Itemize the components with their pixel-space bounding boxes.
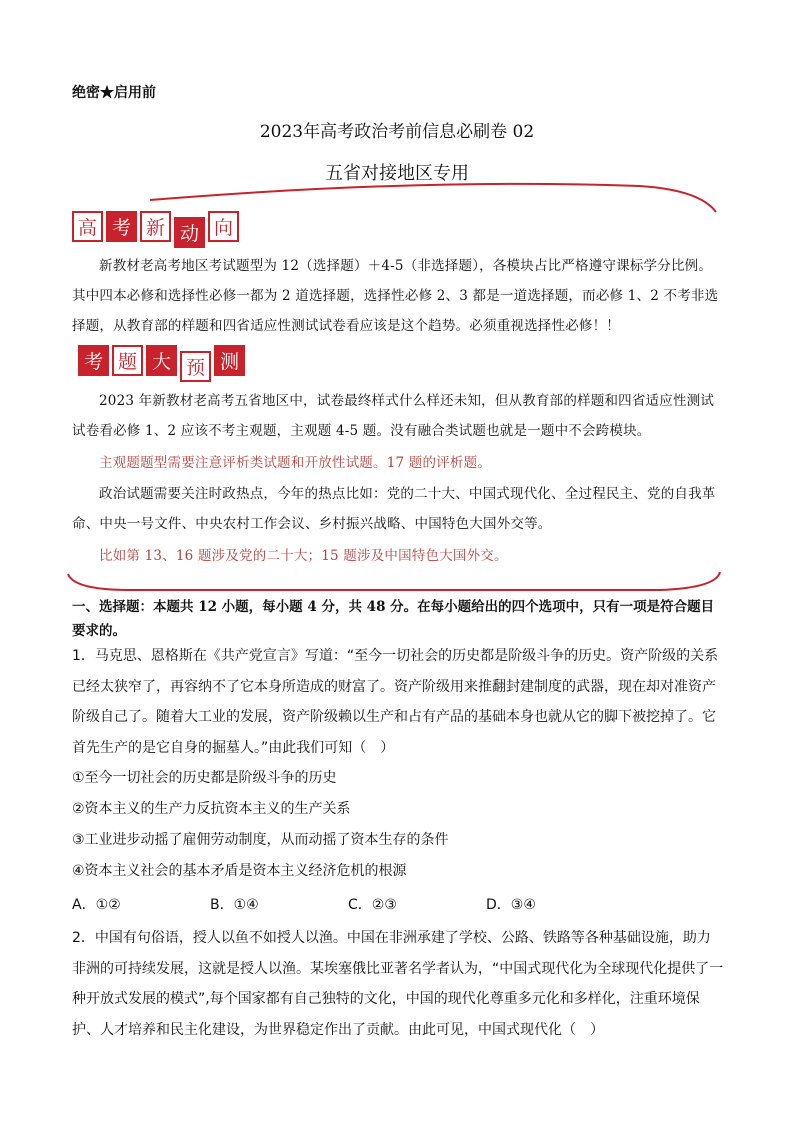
badge-char: 向 [208,211,239,242]
option-d[interactable]: D．③④ [486,897,536,913]
badge-char: 测 [214,345,245,376]
question-2-stem: 2．中国有句俗语，授人以鱼不如授人以渔。中国在非洲承建了学校、公路、铁路等各种基础设施，助力非洲的可持续发展，这就是授人以渔。某埃塞俄比亚著名学者认为，“中国式现代化为全球现代化提供了一种开放式发展的模式”,每个国家都有自己独特的文化，中国的现代化尊重多元化和多样化，注重环境保护、人才培养和民主化建设，为世界稳定作出了贡献。由此可见，中国式现代化（ ） [72,930,724,1038]
trend-paragraph: 新教材老高考地区考试题型为 12（选择题）＋4-5（非选择题），各模块占比严格遵守课标学分比例。其中四本必修和选择性必修一都为 2 道选择题，选择性必修 2、3 都是一道选择题，而必修 1、2 不考非选择题，从教育部的样题和四省适应性测试试卷看应该是这个趋势。必须重视选择性必修！！ [72,258,719,334]
option-c[interactable]: C．②③ [348,897,397,913]
hotspot-paragraph: 政治试题需要关注时政热点，今年的热点比如：党的二十大、中国式现代化、全过程民主、党的自我革命、中央一号文件、中央农村工作会议、乡村振兴战略、中国特色大国外交等。 [72,486,716,532]
badge-gaokao-trend [72,211,239,248]
question-1-item: ①至今一切社会的历史都是阶级斗争的历史 [72,770,337,786]
prediction-paragraph: 2023 年新教材老高考五省地区中，试卷最终样式什么样还未知，但从教育部的样题和四省适应性测试试卷看必修 1、2 应该不考主观题，主观题 4-5 题。没有融合类试题也就是一题中不会跨模块。 [72,393,715,439]
badge-char: 高 [72,211,103,242]
badge-char: 新 [140,211,171,242]
badge-char: 大 [146,345,177,376]
option-a[interactable]: A．①② [72,897,121,913]
section-heading: 一、选择题：本题共 12 小题，每小题 4 分，共 48 分。在每小题给出的四个选项中，只有一项是符合题目要求的。 [72,599,715,639]
badge-char: 题 [112,345,143,376]
badge-char: 动 [174,217,205,248]
question-1-item: ③工业进步动摇了雇佣劳动制度，从而动摇了资本生存的条件 [72,832,449,848]
badge-char: 预 [180,351,211,382]
question-1-item: ④资本主义社会的基本矛盾是资本主义经济危机的根源 [72,863,407,879]
badge-exam-prediction [78,345,245,382]
confidential-label: 绝密★启用前 [72,85,156,101]
highlight-note-2: 比如第 13、16 题涉及党的二十大；15 题涉及中国特色大国外交。 [99,548,508,564]
badge-char: 考 [106,211,137,242]
exam-subtitle: 五省对接地区专用 [325,163,469,184]
highlight-note-1: 主观题题型需要注意评析类试题和开放性试题。17 题的评析题。 [99,455,491,471]
badge-char: 考 [78,345,109,376]
question-1-options [72,894,672,914]
option-b[interactable]: B．①④ [210,897,259,913]
exam-title: 2023年高考政治考前信息必刷卷 02 [259,122,535,142]
question-1-item: ②资本主义的生产力反抗资本主义的生产关系 [72,801,351,817]
question-1-stem: 1．马克思、恩格斯在《共产党宣言》写道：“至今一切社会的历史都是阶级斗争的历史。资产阶级的关系已经太狭窄了，再容纳不了它本身所造成的财富了。资产阶级用来推翻封建制度的武器，现在却对准资产阶级自己了。随着大工业的发展，资产阶级赖以生产和占有产品的基础本身也就从它的脚下被挖掉了。它首先生产的是它自身的掘墓人。”由此我们可知（ ） [72,648,719,756]
